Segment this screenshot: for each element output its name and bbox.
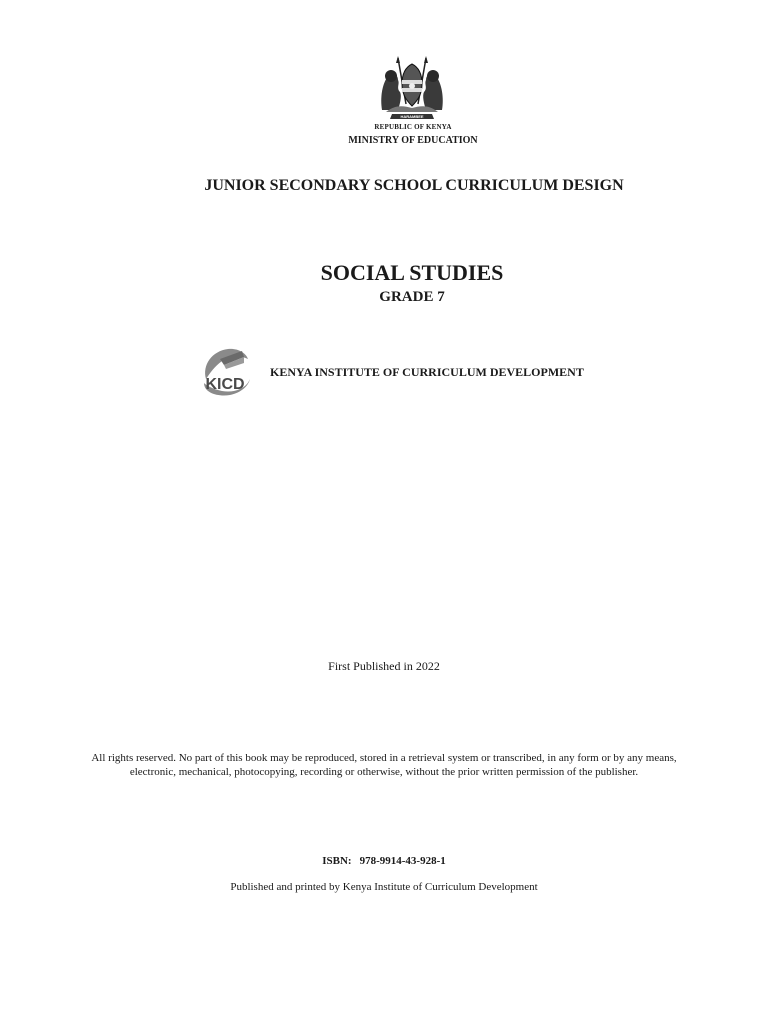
first-published-note: First Published in 2022	[328, 659, 440, 673]
isbn-label: ISBN:	[322, 855, 352, 867]
grade-label: GRADE 7	[379, 289, 445, 305]
rights-line-2: electronic, mechanical, photocopying, recording or otherwise, without the prior written permission of the publisher.	[129, 766, 639, 778]
ministry-label: MINISTRY OF EDUCATION	[348, 135, 478, 146]
kicd-logo-text: KICD	[205, 376, 245, 393]
curriculum-design-title: JUNIOR SECONDARY SCHOOL CURRICULUM DESIGN	[204, 177, 624, 194]
kenya-coat-of-arms-icon	[376, 54, 448, 120]
motto-text: HARAMBEE	[400, 114, 424, 119]
subject-title: SOCIAL STUDIES	[320, 260, 504, 285]
isbn-line	[240, 855, 528, 867]
republic-label: REPUBLIC OF KENYA	[374, 123, 452, 131]
institute-name: KENYA INSTITUTE OF CURRICULUM DEVELOPMENT	[270, 365, 584, 379]
rights-line-1: All rights reserved. No part of this book may be reproduced, stored in a retrieval system or transcribed, in any form or by any means,	[91, 752, 677, 764]
kicd-logo-icon	[198, 345, 252, 397]
publisher-note: Published and printed by Kenya Institute of Curriculum Development	[230, 881, 538, 893]
rights-notice	[40, 751, 728, 779]
isbn-value: 978-9914-43-928-1	[359, 855, 446, 867]
